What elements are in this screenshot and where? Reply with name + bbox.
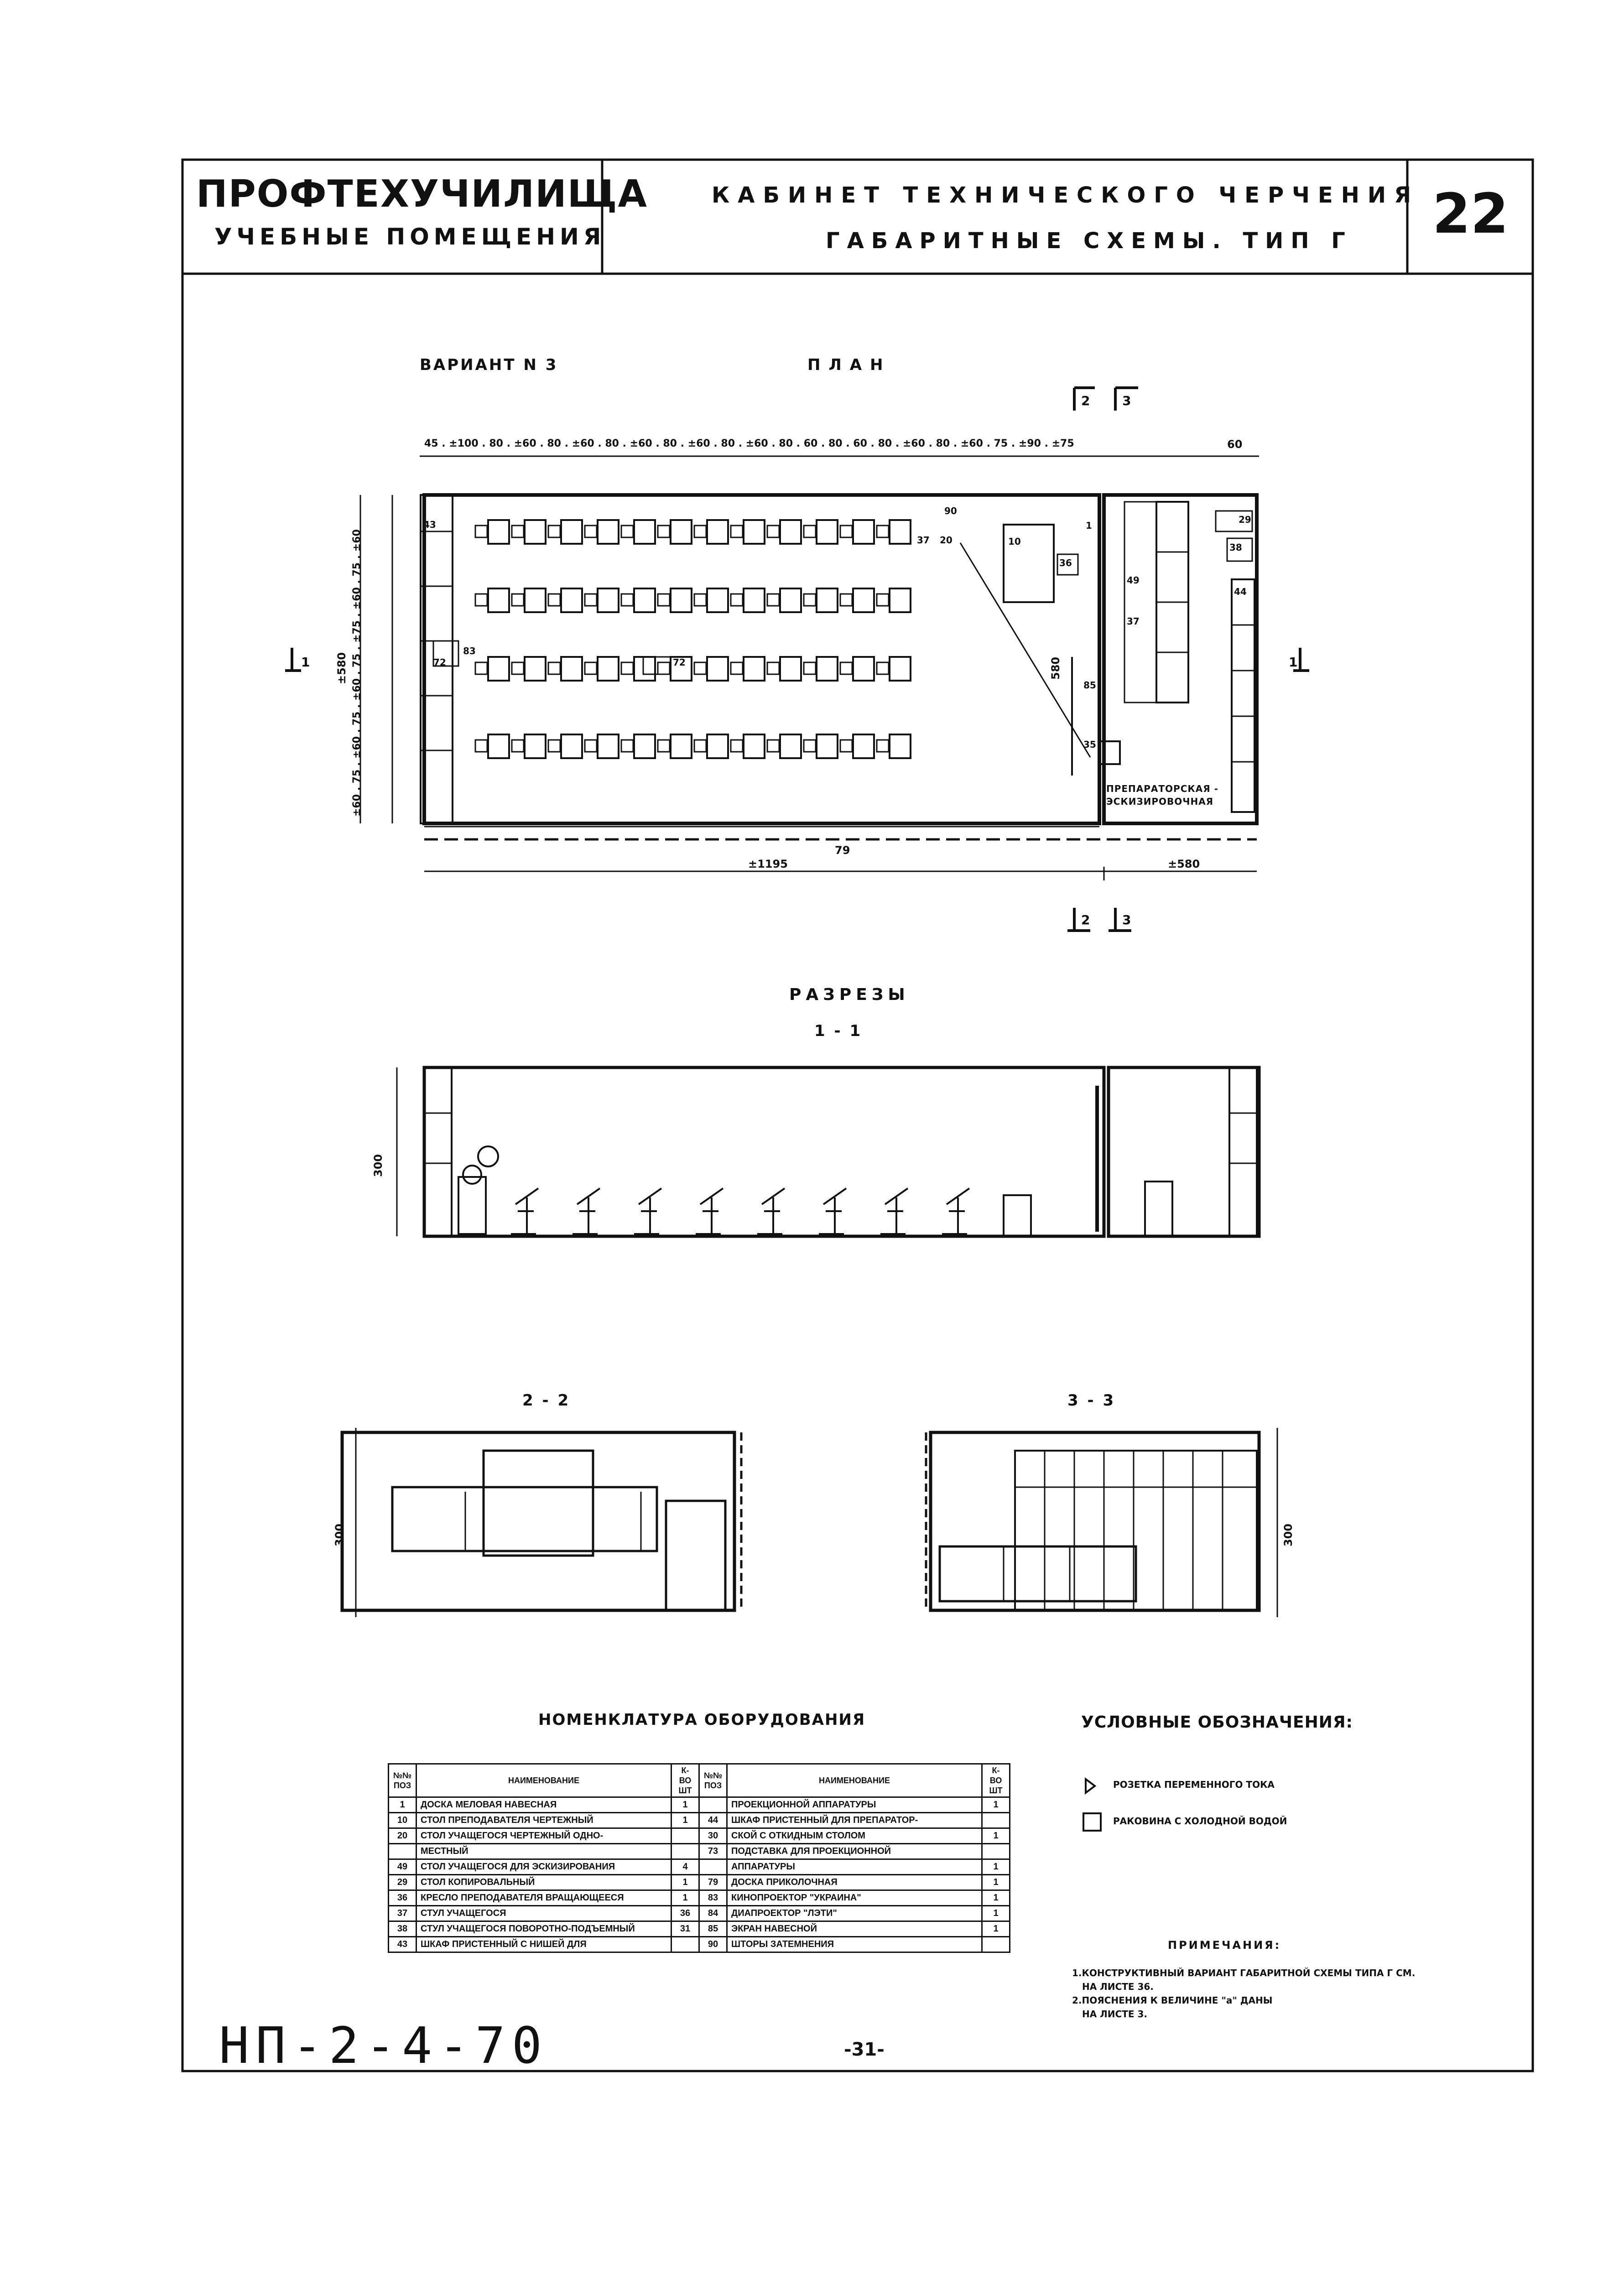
equipment-title: НОМЕНКЛАТУРА ОБОРУДОВАНИЯ [538,1711,866,1729]
table-row [389,1890,1010,1906]
table-cell-n: 79 [699,1875,727,1890]
student-desk [707,734,728,758]
table-cell-name: ШКАФ ПРИСТЕННЫЙ С НИШЕЙ ДЛЯ [416,1937,671,1952]
student-desk [853,588,874,612]
student-chair [877,662,889,674]
student-chair [694,740,706,752]
drafting-table [511,1188,538,1234]
student-chair [804,594,816,606]
col-qty-right: К-ВО ШТ [982,1764,1010,1797]
table-cell-name: АППАРАТУРЫ [727,1859,982,1875]
drafting-table [880,1188,908,1234]
drafting-table [696,1188,723,1234]
student-chair [767,594,779,606]
plan-variant: ВАРИАНТ N 3 [420,356,558,374]
student-chair [585,594,597,606]
student-desk [525,657,546,681]
student-desk [707,588,728,612]
table-cell-q: 1 [982,1828,1010,1844]
drafting-table [819,1188,846,1234]
section-mark-1-left: 1 [301,655,310,670]
student-chair [694,526,706,537]
student-chair [585,740,597,752]
plan-item-tag: 29 [1239,514,1251,525]
prep-cabinets-44 [1232,579,1254,812]
table-row [389,1906,1010,1921]
equipment-table-wrap [388,1763,1010,1953]
plan-item-tag: 37 [1127,616,1140,627]
student-desk [780,588,801,612]
table-cell-name: СТОЛ УЧАЩЕГОСЯ ДЛЯ ЭСКИЗИРОВАНИЯ [416,1859,671,1875]
student-chair [767,662,779,674]
student-desk [634,588,655,612]
student-desk [853,520,874,544]
col-num-right: №№ ПОЗ [699,1764,727,1797]
section-mark-2-bottom: 2 [1081,912,1090,927]
student-chair [731,662,743,674]
student-desk [598,588,619,612]
student-desk [817,520,838,544]
student-chair [694,662,706,674]
table-cell-name: ШТОРЫ ЗАТЕМНЕНИЯ [727,1937,982,1952]
table-cell-n: 44 [699,1813,727,1828]
student-chair [621,662,633,674]
student-desk [561,520,582,544]
title-left-sub: УЧЕБНЫЕ ПОМЕЩЕНИЯ [214,224,606,250]
plan-bottom-dim-right: ±580 [1168,858,1200,870]
student-chair [658,526,670,537]
table-cell-q: 31 [671,1921,699,1937]
student-chair [731,594,743,606]
note-line: НА ЛИСТЕ 3. [1082,2009,1147,2020]
plan-item-tag: 72 [673,657,686,668]
table-cell-n: 36 [389,1890,416,1906]
table-cell-name: ПОДСТАВКА ДЛЯ ПРОЕКЦИОННОЙ [727,1844,982,1859]
student-chair [840,594,852,606]
student-desk [598,520,619,544]
equipment-table [388,1763,1010,1953]
table-cell-q [671,1844,699,1859]
notes-list [1072,1966,1415,2021]
table-cell-q: 1 [982,1859,1010,1875]
table-cell-name: СТУЛ УЧАЩЕГОСЯ [416,1906,671,1921]
drafting-table [573,1188,600,1234]
section-2-2-dim: 300 [333,1523,346,1546]
student-desk [598,657,619,681]
student-desk [488,734,509,758]
section-2-2 [342,1428,741,1617]
student-desk [634,520,655,544]
plan-item-tag: 1 [1086,520,1092,531]
student-chair [877,740,889,752]
section-3-3-dim: 300 [1282,1523,1295,1546]
prep-room-label: ПРЕПАРАТОРСКАЯ - ЭСКИЗИРОВОЧНАЯ [1106,783,1218,807]
student-desk [671,734,692,758]
col-num-left: №№ ПОЗ [389,1764,416,1797]
table-row [389,1813,1010,1828]
student-desk [744,657,765,681]
table-cell-name: МЕСТНЫЙ [416,1844,671,1859]
student-desk [744,520,765,544]
student-desks [475,520,911,758]
sections-title: РАЗРЕЗЫ [789,985,910,1004]
student-chair [731,740,743,752]
table-cell-n: 73 [699,1844,727,1859]
table-cell-name: СТОЛ КОПИРОВАЛЬНЫЙ [416,1875,671,1890]
student-desk [744,588,765,612]
student-chair [767,526,779,537]
plan-item-tag: 37 [917,535,930,546]
table-row [389,1844,1010,1859]
table-cell-n: 49 [389,1859,416,1875]
table-row [389,1875,1010,1890]
table-cell-q: 1 [671,1797,699,1813]
section-2-2-label: 2 - 2 [522,1391,571,1410]
student-desk [488,588,509,612]
student-chair [840,526,852,537]
plan-item-tag: 36 [1059,557,1072,568]
table-cell-q [671,1828,699,1844]
table-cell-name: СТОЛ ПРЕПОДАВАТЕЛЯ ЧЕРТЕЖНЫЙ [416,1813,671,1828]
student-desk [561,657,582,681]
table-cell-name: ПРОЕКЦИОННОЙ АППАРАТУРЫ [727,1797,982,1813]
table-cell-n [699,1797,727,1813]
plan-item-tag: 85 [1083,680,1096,691]
table-cell-n [699,1859,727,1875]
student-desk [853,657,874,681]
student-chair [877,594,889,606]
plan-item-tag: 20 [940,535,953,546]
student-chair [512,740,524,752]
student-desk [488,657,509,681]
plan-item-tag: 83 [463,645,476,656]
title-left-main: ПРОФТЕХУЧИЛИЩА [196,172,648,216]
plan-item-tag: 10 [1008,536,1021,547]
plan-bottom-dim-left: ±1195 [748,858,788,870]
section-1-1-label: 1 - 1 [814,1022,863,1040]
student-chair [731,526,743,537]
student-desk [780,520,801,544]
plan-item-tag: 44 [1234,586,1247,597]
table-cell-name: ШКАФ ПРИСТЕННЫЙ ДЛЯ ПРЕПАРАТОР- [727,1813,982,1828]
student-chair [877,526,889,537]
table-cell-q: 1 [982,1797,1010,1813]
table-row [389,1937,1010,1952]
table-cell-n: 83 [699,1890,727,1906]
table-cell-q: 1 [671,1813,699,1828]
student-desk [780,734,801,758]
student-desk [890,657,911,681]
table-cell-q: 1 [982,1890,1010,1906]
drafting-table [942,1188,969,1234]
student-chair [512,594,524,606]
table-cell-q: 1 [671,1875,699,1890]
table-cell-q: 1 [671,1890,699,1906]
equipment-header-row [389,1764,1010,1797]
table-row [389,1859,1010,1875]
section-1-1-dim: 300 [372,1154,385,1177]
table-cell-n: 84 [699,1906,727,1921]
drafting-tables-section [511,1188,969,1234]
table-cell-n: 10 [389,1813,416,1828]
student-desk [671,588,692,612]
student-chair [658,594,670,606]
student-desk [890,588,911,612]
table-cell-name: ДИАПРОЕКТОР "ЛЭТИ" [727,1906,982,1921]
plan-top-dim-right: 60 [1227,438,1243,451]
student-chair [658,740,670,752]
drafting-table [757,1188,785,1234]
section-mark-2-top: 2 [1081,393,1090,408]
col-name-left: НАИМЕНОВАНИЕ [416,1764,671,1797]
student-desk [561,588,582,612]
table-cell-n: 1 [389,1797,416,1813]
table-cell-name: ДОСКА ПРИКОЛОЧНАЯ [727,1875,982,1890]
table-cell-q [671,1937,699,1952]
plan-left-dims: ±60 . 75 . ±60 . 75 . ±60 . 75 . ±75 . ±60 . 75 . ±60 [351,529,363,817]
student-chair [585,662,597,674]
section-mark-1-right: 1 [1289,655,1298,670]
page-number: -31- [844,2039,885,2060]
plan-inner-dim: 580 [1049,656,1062,680]
student-chair [621,740,633,752]
student-chair [475,740,487,752]
table-cell-name: ДОСКА МЕЛОВАЯ НАВЕСНАЯ [416,1797,671,1813]
student-desk [488,520,509,544]
table-cell-name: СКОЙ С ОТКИДНЫМ СТОЛОМ [727,1828,982,1844]
student-desk [525,588,546,612]
student-desk [890,520,911,544]
table-cell-n: 37 [389,1906,416,1921]
student-chair [804,740,816,752]
table-cell-q [982,1937,1010,1952]
student-chair [585,526,597,537]
table-cell-q: 1 [982,1875,1010,1890]
student-desk [634,734,655,758]
student-chair [548,594,560,606]
student-chair [694,594,706,606]
plan-top-dims: 45 . ±100 . 80 . ±60 . 80 . ±60 . 80 . ±60 . 80 . ±60 . 80 . ±60 . 80 . 60 . 80 . 60 . 80 . ±60 . 80 . ±60 . 75 . ±90 . ±75 [424,438,1074,449]
student-chair [804,662,816,674]
table-row [389,1828,1010,1844]
section-3-3-label: 3 - 3 [1067,1391,1116,1410]
student-desk [890,734,911,758]
plan-title: ПЛАН [807,356,891,374]
student-chair [840,740,852,752]
student-chair [548,740,560,752]
section-mark-3-bottom: 3 [1122,912,1131,927]
projector-83 [643,657,671,674]
table-cell-n: 85 [699,1921,727,1937]
plan-door-label: 79 [835,844,850,857]
table-cell-name: СТОЛ УЧАЩЕГОСЯ ЧЕРТЕЖНЫЙ ОДНО- [416,1828,671,1844]
table-cell-n: 43 [389,1937,416,1952]
sink-icon [1083,1813,1101,1831]
student-chair [840,662,852,674]
student-desk [853,734,874,758]
legend-title: УСЛОВНЫЕ ОБОЗНАЧЕНИЯ: [1081,1713,1353,1732]
student-chair [621,526,633,537]
table-cell-q: 36 [671,1906,699,1921]
student-desk [707,657,728,681]
student-chair [475,594,487,606]
student-chair [658,662,670,674]
student-desk [525,520,546,544]
student-desk [561,734,582,758]
student-desk [634,657,655,681]
legend-item-sink: РАКОВИНА С ХОЛОДНОЙ ВОДОЙ [1113,1816,1287,1827]
table-cell-q [982,1813,1010,1828]
legend-item-socket: РОЗЕТКА ПЕРЕМЕННОГО ТОКА [1113,1779,1275,1790]
student-chair [475,526,487,537]
student-chair [548,526,560,537]
drawing-code: НП-2-4-70 [219,2016,549,2075]
student-chair [804,526,816,537]
table-cell-n: 30 [699,1828,727,1844]
table-cell-n: 29 [389,1875,416,1890]
plan-item-tag: 38 [1229,542,1242,553]
student-desk [671,520,692,544]
title-center-main: КАБИНЕТ ТЕХНИЧЕСКОГО ЧЕРЧЕНИЯ [712,182,1420,208]
table-cell-n: 20 [389,1828,416,1844]
student-chair [767,740,779,752]
student-desk [817,734,838,758]
col-qty-left: К-ВО ШТ [671,1764,699,1797]
student-chair [621,594,633,606]
plan-item-tag: 90 [944,505,957,516]
student-desk [817,588,838,612]
student-desk [780,657,801,681]
notes-title: ПРИМЕЧАНИЯ: [1168,1939,1281,1952]
student-chair [512,662,524,674]
table-cell-name: СТУЛ УЧАЩЕГОСЯ ПОВОРОТНО-ПОДЪЕМНЫЙ [416,1921,671,1937]
table-cell-name: ЭКРАН НАВЕСНОЙ [727,1921,982,1937]
note-line: НА ЛИСТЕ 36. [1082,1981,1154,1992]
section-mark-3-top: 3 [1122,393,1131,408]
plan-item-tag: 72 [433,657,446,668]
student-chair [475,662,487,674]
title-center-sub: ГАБАРИТНЫЕ СХЕМЫ. ТИП Г [826,228,1353,254]
socket-icon [1086,1779,1095,1793]
note-line: 2.ПОЯСНЕНИЯ К ВЕЛИЧИНЕ "а" ДАНЫ [1072,1995,1273,2006]
student-desk [598,734,619,758]
plan-left-dim-total: ±580 [335,652,348,684]
table-row [389,1921,1010,1937]
sheet-number: 22 [1432,182,1509,246]
table-cell-n [389,1844,416,1859]
table-row [389,1797,1010,1813]
plan-item-tag: 49 [1127,575,1140,586]
student-desk [744,734,765,758]
plan-item-tag: 35 [1083,739,1096,750]
table-cell-name: КРЕСЛО ПРЕПОДАВАТЕЛЯ ВРАЩАЮЩЕЕСЯ [416,1890,671,1906]
table-cell-n: 90 [699,1937,727,1952]
table-cell-q [982,1844,1010,1859]
table-cell-name: КИНОПРОЕКТОР "УКРАИНА" [727,1890,982,1906]
student-desk [525,734,546,758]
drafting-table [634,1188,661,1234]
note-line: 1.КОНСТРУКТИВНЫЙ ВАРИАНТ ГАБАРИТНОЙ СХЕМЫ ТИПА Г СМ. [1072,1968,1416,1978]
table-cell-q: 4 [671,1859,699,1875]
student-desk [817,657,838,681]
table-cell-q: 1 [982,1906,1010,1921]
legend-symbols [1083,1779,1101,1831]
table-cell-q: 1 [982,1921,1010,1937]
plan-item-tag: 43 [423,519,436,530]
table-cell-n: 38 [389,1921,416,1937]
col-name-right: НАИМЕНОВАНИЕ [727,1764,982,1797]
section-3-3 [926,1428,1277,1617]
student-desk [707,520,728,544]
student-chair [512,526,524,537]
student-chair [548,662,560,674]
